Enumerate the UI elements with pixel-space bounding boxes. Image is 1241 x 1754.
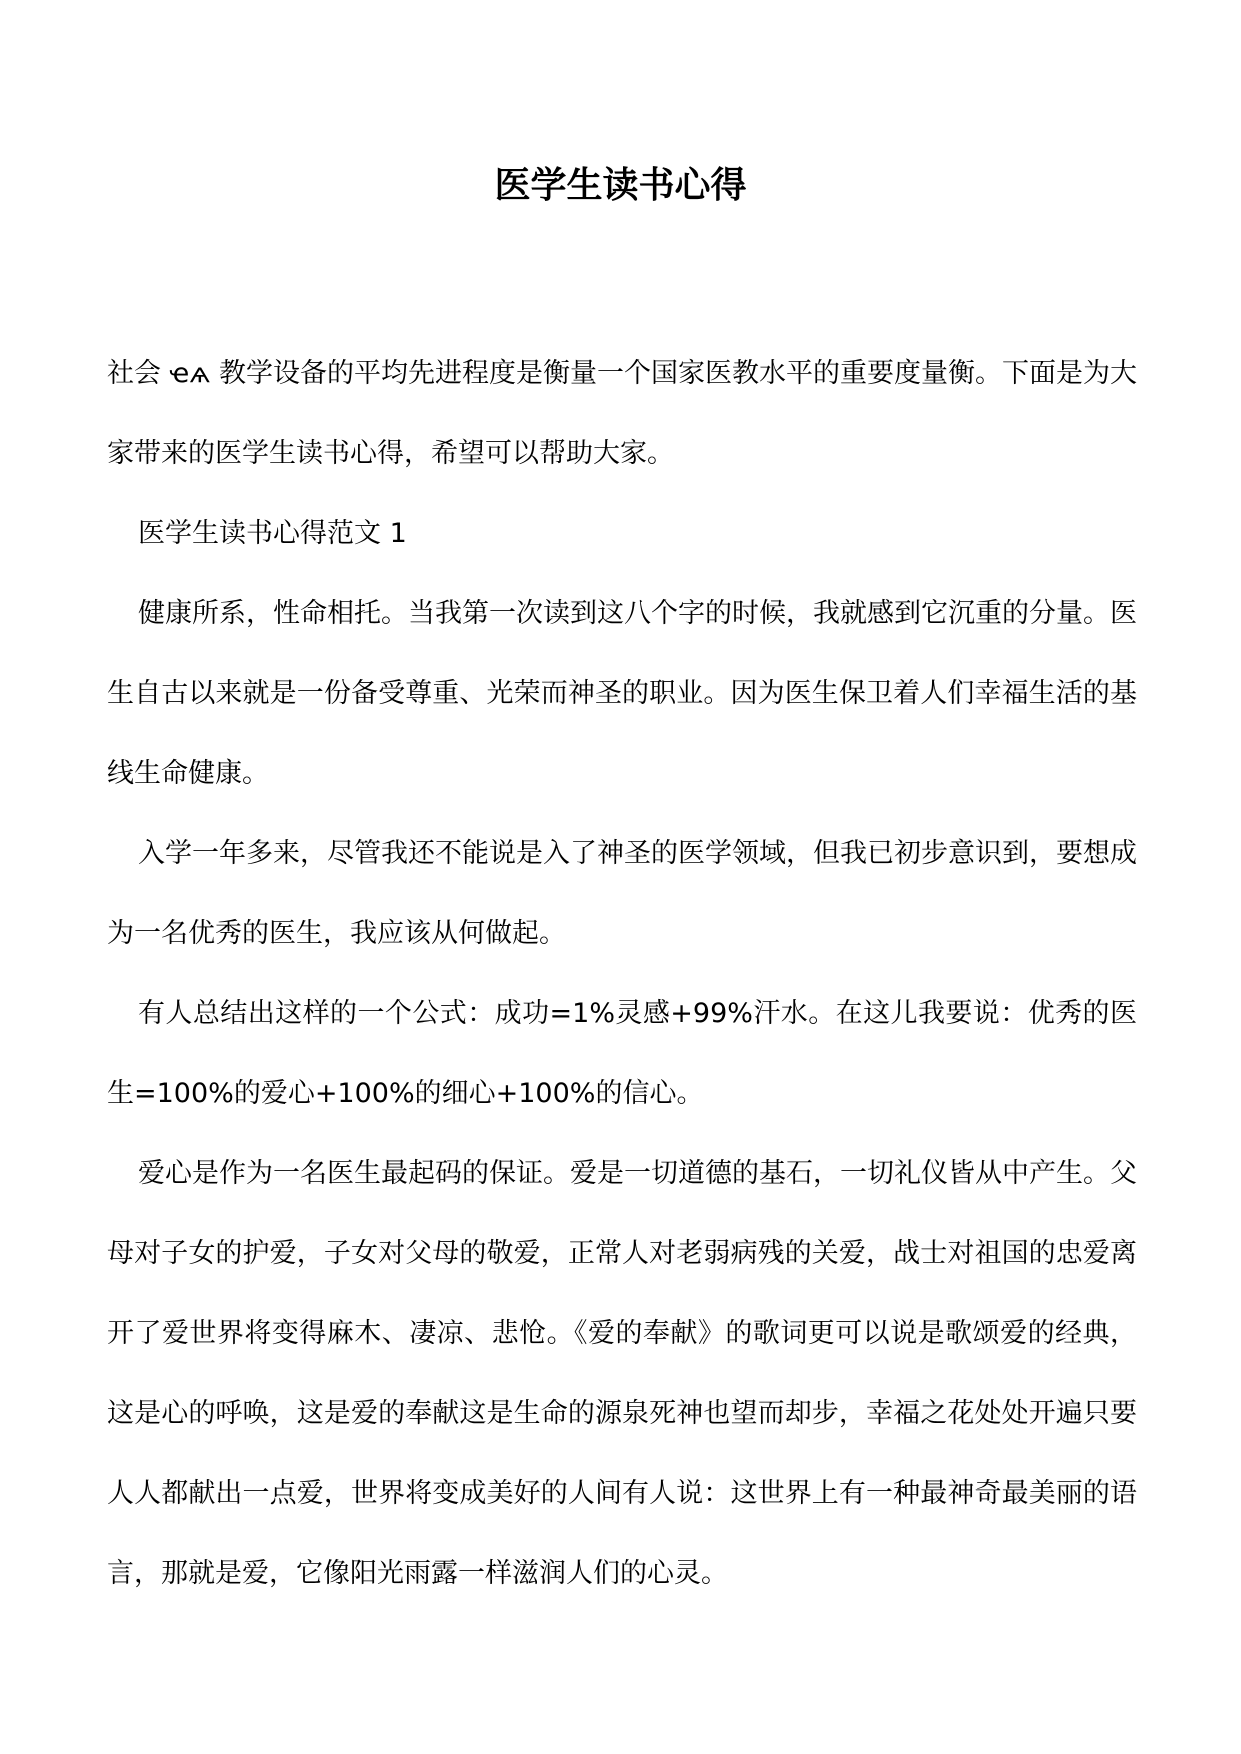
- document-title: 医学生读书心得: [494, 165, 747, 206]
- body-paragraph: 有人总结出这样的一个公式：成功=1%灵感+99%汗水。在这儿我要说：优秀的医生=100%的爱心+100%的细心+100%的信心。: [107, 998, 1137, 1109]
- body-paragraph: 入学一年多来，尽管我还不能说是入了神圣的医学领域，但我已初步意识到，要想成为一名优秀的医生，我应该从何做起。: [107, 838, 1137, 949]
- document-body: [107, 334, 1137, 1614]
- body-paragraph: 健康所系，性命相托。当我第一次读到这八个字的时候，我就感到它沉重的分量。医生自古以来就是一份备受尊重、光荣而神圣的职业。因为医生保卫着人们幸福生活的基线生命健康。: [107, 598, 1137, 789]
- section-heading: 医学生读书心得范文 1: [138, 518, 407, 549]
- body-paragraph: 爱心是作为一名医生最起码的保证。爱是一切道德的基石，一切礼仪皆从中产生。父母对子女的护爱，子女对父母的敬爱，正常人对老弱病残的关爱，战士对祖国的忠爱离开了爱世界将变得麻木、凄凉、悲怆。《爱的奉献》的歌词更可以说是歌颂爱的经典，这是心的呼唤，这是爱的奉献这是生命的源泉死神也望而却步，幸福之花处处开遍只要人人都献出一点爱，世界将变成美好的人间有人说：这世界上有一种最神奇最美丽的语言，那就是爱，它像阳光雨露一样滋润人们的心灵。: [107, 1158, 1137, 1589]
- intro-paragraph: 社会 ҽѧ 教学设备的平均先进程度是衡量一个国家医教水平的重要度量衡。下面是为大家带来的医学生读书心得，希望可以帮助大家。: [107, 358, 1137, 469]
